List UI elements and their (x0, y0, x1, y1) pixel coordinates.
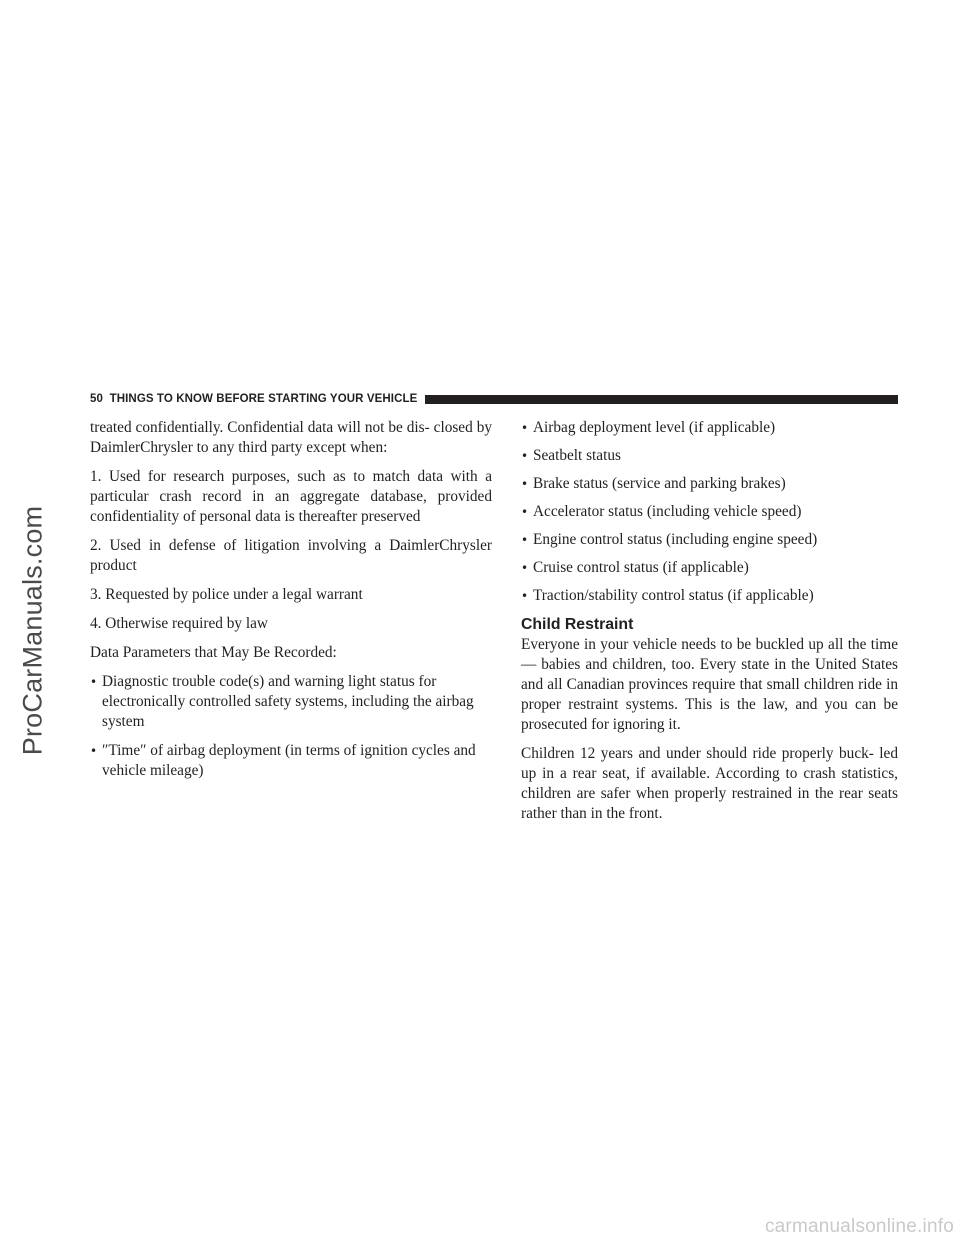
section-title: THINGS TO KNOW BEFORE STARTING YOUR VEHICLE (109, 393, 418, 405)
bullet-item (521, 474, 898, 494)
bullet-icon: • (521, 421, 529, 435)
bullet-item (90, 672, 492, 732)
bullet-icon: • (521, 561, 529, 575)
bullet-item (521, 502, 898, 522)
bullet-item (521, 418, 898, 438)
bullet-text: Brake status (service and parking brakes) (533, 475, 786, 492)
bullet-icon: • (521, 505, 529, 519)
bullet-icon: • (90, 744, 98, 758)
bullet-item (521, 530, 898, 550)
bullet-item (521, 446, 898, 466)
page-header (90, 393, 898, 406)
numbered-item: 4. Otherwise required by law (90, 615, 268, 632)
bullet-icon: • (521, 589, 529, 603)
bullet-icon: • (521, 533, 529, 547)
bullet-text: Traction/stability control status (if applicable) (533, 587, 814, 604)
page-number: 50 (90, 393, 103, 405)
bottom-watermark: carmanualsonline.info (764, 1216, 954, 1237)
bullet-text: Cruise control status (if applicable) (533, 559, 749, 576)
parameters-heading: Data Parameters that May Be Recorded: (90, 644, 337, 661)
side-watermark (10, 420, 56, 840)
bullet-item (521, 586, 898, 606)
body-paragraph: Children 12 years and under should ride properly buck- led up in a rear seat, if available. According to crash statistics, children are safer when properly restrained in the rear seats rather than in the front. (521, 745, 898, 822)
bullet-text: Engine control status (including engine speed) (533, 531, 818, 548)
side-watermark-text: ProCarManuals.com (17, 505, 48, 755)
bullet-text: ″Time″ of airbag deployment (in terms of ignition cycles and vehicle mileage) (102, 742, 476, 779)
numbered-item: 1. Used for research purposes, such as to match data with a particular crash record in an aggregate database, provided confidentiality of personal data is thereafter preserved (90, 468, 492, 525)
bullet-icon: • (521, 449, 529, 463)
bullet-icon: • (90, 675, 98, 689)
page-header-text (90, 393, 417, 406)
numbered-item: 3. Requested by police under a legal warrant (90, 586, 363, 603)
intro-paragraph: treated confidentially. Confidential data will not be dis- closed by DaimlerChrysler to any third party except when: (90, 419, 492, 456)
bullet-text: Accelerator status (including vehicle speed) (533, 503, 802, 520)
body-paragraph: Everyone in your vehicle needs to be buckled up all the time — babies and children, too. Every state in the United States and all Canadian provinces require that small children ride in proper restraint systems. This is the law, and you can be prosecuted for ignoring it. (521, 636, 898, 733)
header-rule (425, 395, 898, 404)
bullet-icon: • (521, 477, 529, 491)
bullet-text: Seatbelt status (533, 447, 621, 464)
left-column (90, 418, 492, 790)
bullet-text: Airbag deployment level (if applicable) (533, 419, 776, 436)
bullet-item (521, 558, 898, 578)
bullet-item (90, 741, 492, 781)
numbered-item: 2. Used in defense of litigation involving a DaimlerChrysler product (90, 537, 492, 574)
section-heading: Child Restraint (521, 616, 634, 633)
right-column (521, 418, 898, 833)
bullet-text: Diagnostic trouble code(s) and warning light status for electronically controlled safety systems, including the airbag system (102, 673, 474, 730)
